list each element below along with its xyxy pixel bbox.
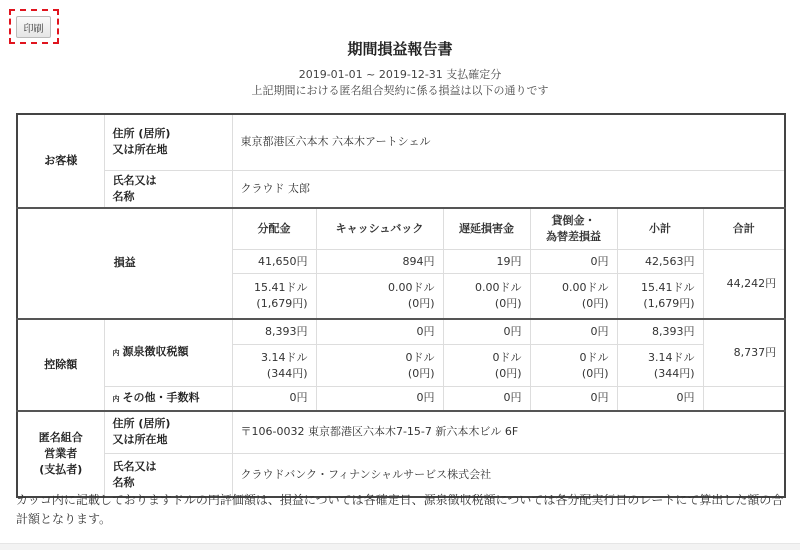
col-loss: 貸倒金・ 為替差損益 [530, 208, 617, 250]
description: 上記期間における匿名組合契約に係る損益は以下の通りです [251, 84, 549, 97]
tax-yen: 0円 [316, 319, 443, 345]
profit-total: 44,242円 [703, 250, 785, 319]
tax-yen: 0円 [530, 319, 617, 345]
col-cashback: キャッシュバック [316, 208, 443, 250]
print-button[interactable]: 印刷 [16, 16, 51, 38]
operator-label: 匿名組合 営業者 (支払者) [17, 411, 104, 497]
page-title: 期間損益報告書 [347, 40, 453, 58]
tax-usd: 0ドル (0円) [443, 345, 530, 387]
tax-label: 内 源泉徴収税額 [104, 319, 232, 387]
operator-address: 〒106-0032 東京都港区六本木7-15-7 新六本木ビル 6F [232, 411, 785, 454]
tax-yen: 8,393円 [617, 319, 703, 345]
report-table [16, 113, 786, 498]
other-fee: 0円 [232, 387, 316, 411]
col-late: 遅延損害金 [443, 208, 530, 250]
col-total: 合計 [703, 208, 785, 250]
profit-yen: 19円 [443, 250, 530, 274]
customer-address-label: 住所 (居所) 又は所在地 [104, 114, 232, 170]
other-fee-label: 内 その他・手数料 [104, 387, 232, 411]
profit-yen: 42,563円 [617, 250, 703, 274]
other-fee: 0円 [530, 387, 617, 411]
other-fee: 0円 [316, 387, 443, 411]
tax-usd: 3.14ドル (344円) [617, 345, 703, 387]
customer-name: クラウド 太郎 [232, 170, 785, 208]
customer-label: お客様 [17, 114, 104, 208]
operator-name-label: 氏名又は 名称 [104, 454, 232, 497]
profit-usd: 15.41ドル (1,679円) [617, 274, 703, 319]
other-fee: 0円 [617, 387, 703, 411]
tax-yen: 8,393円 [232, 319, 316, 345]
profit-yen: 0円 [530, 250, 617, 274]
tax-usd: 0ドル (0円) [530, 345, 617, 387]
period: 2019-01-01 ~ 2019-12-31 支払確定分 [298, 68, 502, 81]
profit-yen: 894円 [316, 250, 443, 274]
profit-label: 損益 [17, 208, 232, 319]
page-bottom-bar [0, 543, 800, 550]
profit-usd: 0.00ドル (0円) [316, 274, 443, 319]
tax-usd: 3.14ドル (344円) [232, 345, 316, 387]
tax-yen: 0円 [443, 319, 530, 345]
operator-address-label: 住所 (居所) 又は所在地 [104, 411, 232, 454]
tax-usd: 0ドル (0円) [316, 345, 443, 387]
operator-name: クラウドバンク・フィナンシャルサービス株式会社 [232, 454, 785, 497]
profit-usd: 0.00ドル (0円) [530, 274, 617, 319]
profit-usd: 0.00ドル (0円) [443, 274, 530, 319]
footnote: カッコ内に記載しておりますドルの円評価額は、損益については各確定日、源泉徴収税額については各分配実行日のレートにて算出した額の合計額となります。 [16, 493, 784, 526]
col-subtotal: 小計 [617, 208, 703, 250]
empty-cell [703, 387, 785, 411]
deduction-total: 8,737円 [703, 319, 785, 387]
other-fee: 0円 [443, 387, 530, 411]
deduction-label: 控除額 [17, 319, 104, 411]
profit-usd: 15.41ドル (1,679円) [232, 274, 316, 319]
profit-yen: 41,650円 [232, 250, 316, 274]
col-distribution: 分配金 [232, 208, 316, 250]
customer-address: 東京都港区六本木 六本木アートシェル [232, 114, 785, 170]
customer-name-label: 氏名又は 名称 [104, 170, 232, 208]
